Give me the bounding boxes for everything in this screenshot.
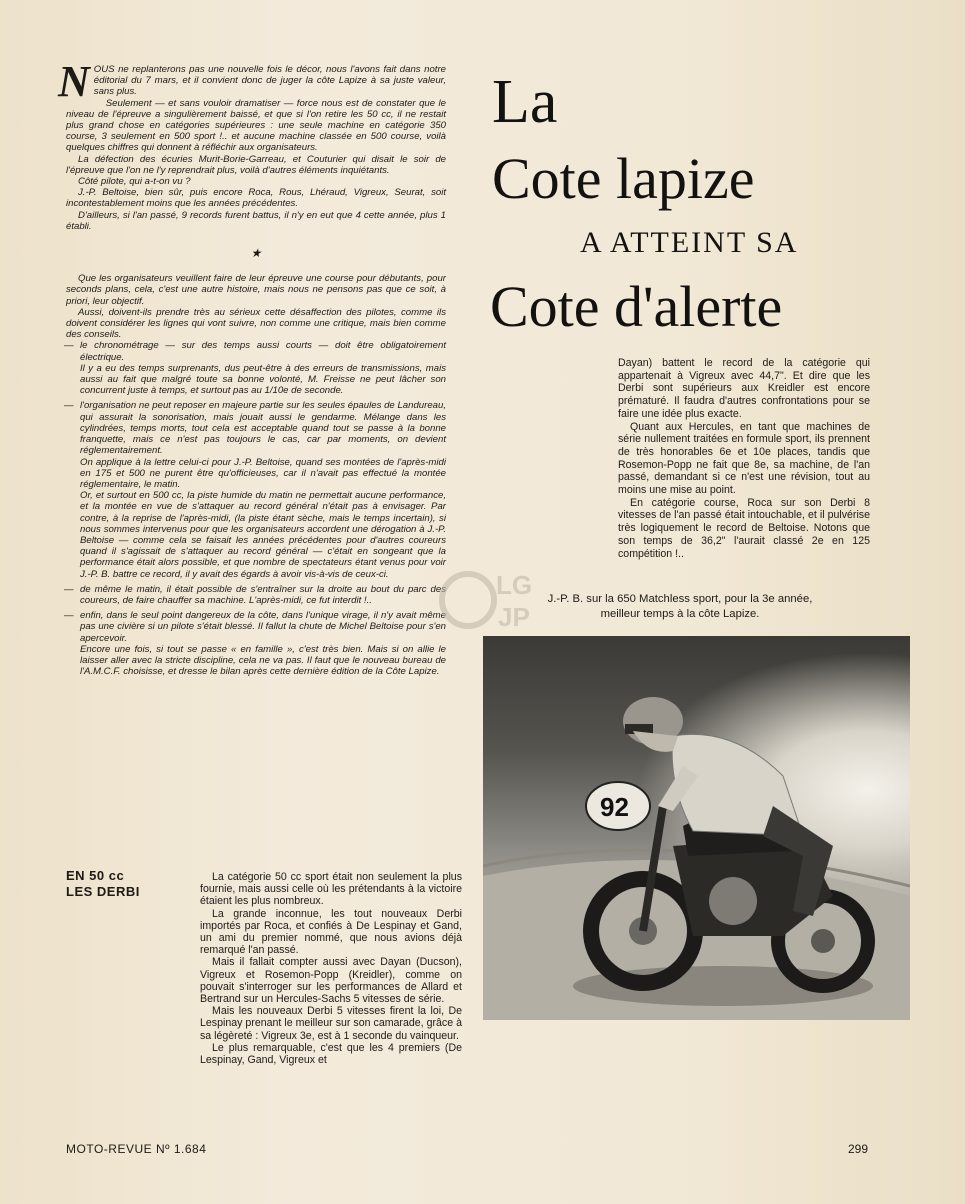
magazine-footer: MOTO-REVUE Nº 1.684 bbox=[66, 1142, 207, 1156]
dash-list-item: — de même le matin, il était possible de s'entraîner sur la droite au bout du parc des coureurs, de faire chauffer sa machine. L'après-midi, ce fut interdit !.. bbox=[64, 583, 446, 606]
intro-paragraph: D'ailleurs, si l'an passé, 9 records furent battus, il n'y en eut que 4 cette année, plus 1 établi. bbox=[66, 209, 446, 232]
svg-text:92: 92 bbox=[600, 792, 629, 822]
dash-list-item: — l'organisation ne peut reposer en majeure partie sur les seules épaules de Landureau, qui assurait la sonorisation, mais jouait aussi le gendarme. Mélange dans les cylindrées, temps morts, tout cela est acceptable quand tout se passe à la bonne franquette, mais ce n'est pas toujours le cas, car par moments, on devient réglementairement. bbox=[64, 400, 446, 457]
section-paragraph: Mais les nouveaux Derbi 5 vitesses firent la loi, De Lespinay prenant le meilleur sur son camarade, grâce à sa légèreté : Vigreux 3e, est à 1 seconde du vainqueur. bbox=[200, 1005, 462, 1042]
drop-cap: N bbox=[58, 57, 90, 106]
title-line-2: Cote lapize bbox=[492, 146, 755, 211]
intro-paragraph: La défection des écuries Murit-Borie-Garreau, et Couturier qui disait le soir de l'épreuve que l'on ne l'y reprendrait plus, voilà d'autres éléments inquiétants. bbox=[66, 153, 446, 176]
right-column bbox=[618, 357, 870, 560]
title-line-1: La bbox=[492, 68, 558, 136]
svg-text:JP: JP bbox=[498, 602, 530, 632]
intro-paragraph: Seulement — et sans vouloir dramatiser — force nous est de constater que le niveau de l'épreuve a singulièrement baissé, et que si l'on retire les 50 cc, il ne restait plus grand chose en catégories supérieures : une seule machine en catégorie 350 course, 3 seulement en 500 sport !.. et aucune machine classée en 500 course, voilà quelques chiffres qui donnent à réfléchir aux organisateurs. bbox=[66, 97, 446, 154]
dash-list-item: — le chronométrage — sur des temps aussi courts — doit être obligatoirement électrique. bbox=[64, 340, 446, 363]
motorcycle-photo bbox=[483, 636, 910, 1020]
star-separator: ★ bbox=[250, 246, 262, 261]
body-paragraph: Que les organisateurs veuillent faire de leur épreuve une course pour débutants, pour seconds plans, cela, c'est une autre histoire, mais nous ne pensons pas que ce soit, à priori, leur objectif. bbox=[66, 273, 446, 307]
right-paragraph: Dayan) battent le record de la catégorie qui appartenait à Vigreux avec 44,7". Et dire que les Derbi sont supérieurs aux Kreidler est encore prématuré. Il faudra d'autres confrontations pour se faire une idée plus exacte. bbox=[618, 357, 870, 420]
body-paragraph: Aussi, doivent-ils prendre très au sérieux cette désaffection des pilotes, comme ils doivent considérer les lignes qui vont suivre, non comme une critique, mais bien comme des conseils. bbox=[66, 306, 446, 341]
title-line-4: Cote d'alerte bbox=[490, 274, 783, 339]
dash-list-item: — enfin, dans le seul point dangereux de la côte, dans l'unique virage, il n'y avait même pas une civière si un pilote s'était blessé. Il fallut la chute de Michel Beltoise pour s'en apercevoir. bbox=[64, 610, 446, 644]
dash-list-continuation: On applique à la lettre celui-ci pour J.-P. Beltoise, quand ses montées de l'après-midi en 175 et 500 ne purent être qu'officieuses, car il n'avait pas effectué la montée réglementaire, le matin. bbox=[80, 456, 446, 490]
section-50-column bbox=[200, 871, 462, 1066]
right-paragraph: Quant aux Hercules, en tant que machines de série nullement traitées en formule sport, ils prennent de très honorables 6e et 10e places, tandis que Rosemon-Popp ne fait que 8e, sa machine, de l'an passé, demandant si ce n'est une révision, tout au moins une mise au point. bbox=[618, 420, 870, 497]
intro-paragraph: J.-P. Beltoise, bien sûr, puis encore Roca, Rous, Lhéraud, Vigreux, Seurat, soit incontestablement moins que les années précédentes. bbox=[66, 187, 446, 210]
intro-paragraph: Côté pilote, qui a-t-on vu ? bbox=[78, 176, 191, 188]
page-number: 299 bbox=[848, 1142, 869, 1156]
intro-column bbox=[58, 57, 446, 678]
title-line-3: A ATTEINT SA bbox=[580, 226, 799, 259]
section-paragraph: La grande inconnue, les tout nouveaux Derbi importés par Roca, et confiés à De Lespinay et Gand, un ami du premier nommé, que nous avions déjà remarqué l'an passé. bbox=[200, 907, 462, 957]
intro-paragraph: NOUS ne replanterons pas une nouvelle fois le décor, nous l'avons fait dans notre éditorial du 7 mars, et il convient donc de juger la côte Lapize à sa juste valeur, sans plus. bbox=[58, 57, 446, 106]
section-paragraph: Mais il fallait compter aussi avec Dayan (Ducson), Vigreux et Rosemon-Popp (Kreidler), comme on pouvait s'interroger sur les performances de Allard et Bertrand sur un Hercules-Sachs 5 vitesses de série. bbox=[200, 956, 462, 1006]
motorcycle-rider-illustration bbox=[483, 636, 910, 1020]
dash-list-continuation: Or, et surtout en 500 cc, la piste humide du matin ne permettait aucune performance, et la montée en vue de s'attaquer au record général n'était pas à envisager. Par contre, à la reprise de l'après-midi, (la piste étant sèche, mais le temps incertain), si nous sommes intervenus pour que les organisateurs accordent une dérogation à J.-P. Beltoise — comme cela se faisait les années précédentes pour d'autres coureurs quand il s'agissait de s'attaquer au record général — c'était en songeant que la performance était alors possible, et que nombre de spectateurs étant venus pour voir J.-P. B. battre ce record, il y avait des égards à avoir vis-à-vis de ceux-ci. bbox=[80, 490, 446, 580]
right-paragraph: En catégorie course, Roca sur son Derbi 8 vitesses de l'an passé était intouchable, et il pulvérise très logiquement le record de Beltoise. Notons que son temps de 36,2" l'aurait classé 2e en 125 compétition !.. bbox=[618, 496, 870, 560]
dash-list-continuation: Il y a eu des temps surprenants, dus peut-être à des erreurs de transmissions, mais aussi au fait que malgré toute sa bonne volonté, M. Freisse ne peut lâcher son concurrent juste à temps, et surtout pas au 1/10e de seconde. bbox=[80, 362, 446, 397]
section-paragraph: La catégorie 50 cc sport était non seulement la plus fournie, mais aussi celle où les prétendants à la victoire étaient les plus nombreux. bbox=[200, 871, 462, 908]
section-heading: EN 50 cc LES DERBI bbox=[66, 868, 140, 899]
svg-text:LG: LG bbox=[496, 570, 533, 600]
section-paragraph: Le plus remarquable, c'est que les 4 premiers (De Lespinay, Gand, Vigreux et bbox=[200, 1041, 462, 1067]
photo-caption: J.-P. B. sur la 650 Matchless sport, pour la 3e année, meilleur temps à la côte Lapize. bbox=[547, 593, 813, 620]
dash-list-continuation: Encore une fois, si tout se passe « en famille », c'est très bien. Mais si on allie le laisser aller avec la stricte discipline, cela ne va pas. Il faut que le nouveau bureau de l'A.M.C.F. choisisse, et dresse le bilan après cette dernière édition de la Côte Lapize. bbox=[80, 643, 446, 678]
